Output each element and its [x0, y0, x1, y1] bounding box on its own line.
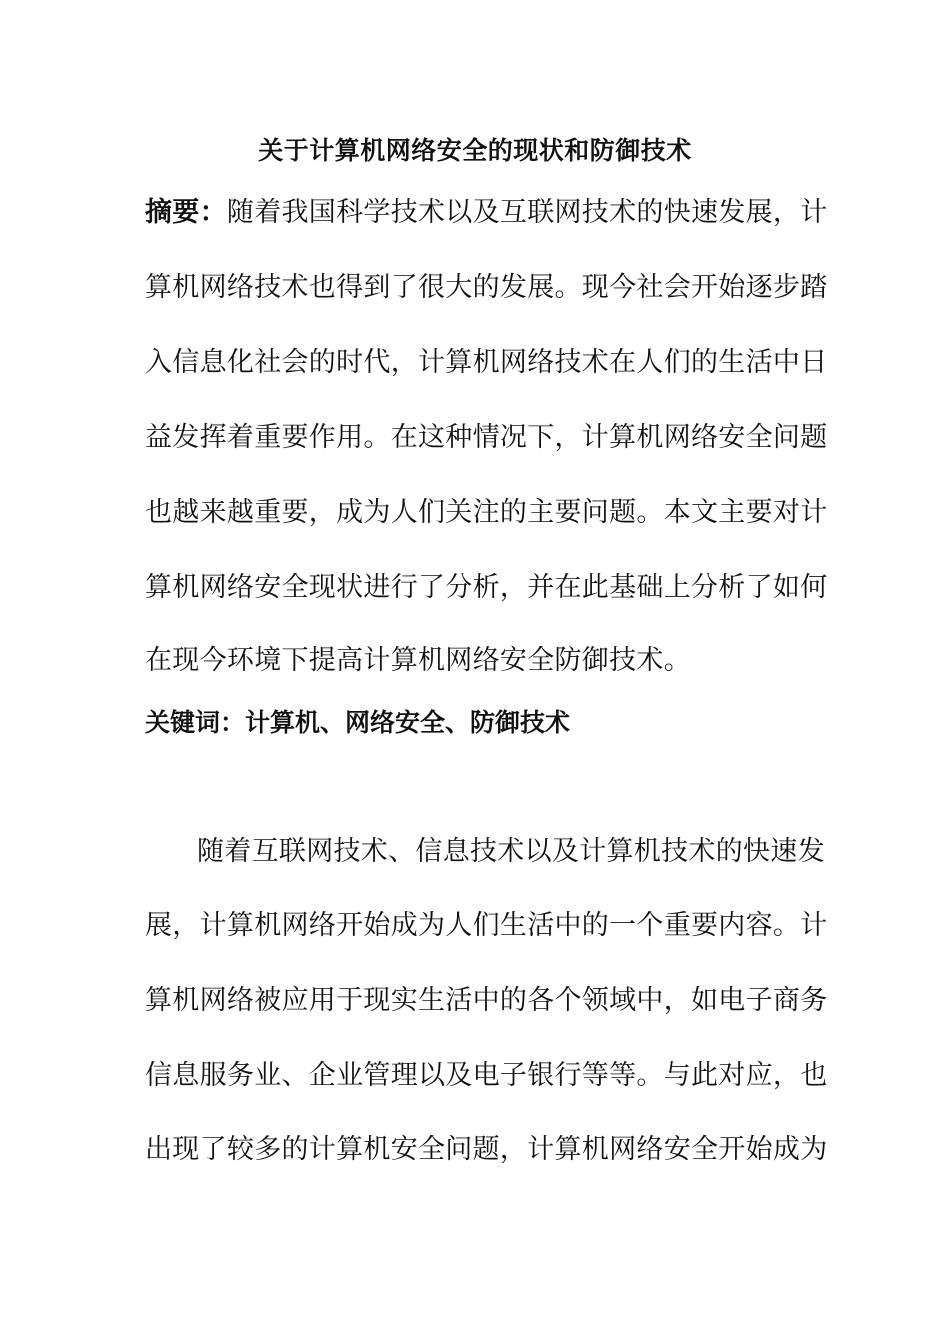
abstract-line-4: 益发挥着重要作用。在这种情况下，计算机网络安全问题 [145, 422, 828, 453]
abstract-line-6: 算机网络安全现状进行了分析，并在此基础上分析了如何 [145, 572, 828, 603]
body-line-1 [145, 832, 825, 872]
abstract-line-2: 算机网络技术也得到了很大的发展。现今社会开始逐步踏 [145, 272, 828, 303]
body-line-1-text: 随着互联网技术、信息技术以及计算机技术的快速发 [197, 836, 825, 867]
keywords-text: 计算机、网络安全、防御技术 [245, 708, 571, 737]
body-line-3: 算机网络被应用于现实生活中的各个领域中，如电子商务 [145, 985, 828, 1016]
body-line-4: 信息服务业、企业管理以及电子银行等等。与此对应，也 [145, 1060, 828, 1091]
keywords-label: 关键词： [145, 708, 246, 737]
keywords-line [145, 703, 570, 743]
body-line-2: 展，计算机网络开始成为人们生活中的一个重要内容。计 [145, 910, 828, 941]
abstract-line-1 [145, 193, 828, 233]
abstract-label: 摘要： [145, 197, 227, 228]
document-title: 关于计算机网络安全的现状和防御技术 [258, 136, 692, 165]
abstract-line-7: 在现今环境下提高计算机网络安全防御技术。 [145, 645, 691, 676]
abstract-first-line-text: 随着我国科学技术以及互联网技术的快速发展，计 [226, 197, 828, 228]
abstract-line-3: 入信息化社会的时代，计算机网络技术在人们的生活中日 [145, 347, 828, 378]
abstract-line-5: 也越来越重要，成为人们关注的主要问题。本文主要对计 [145, 497, 828, 528]
body-line-5: 出现了较多的计算机安全问题，计算机网络安全开始成为 [145, 1134, 828, 1165]
